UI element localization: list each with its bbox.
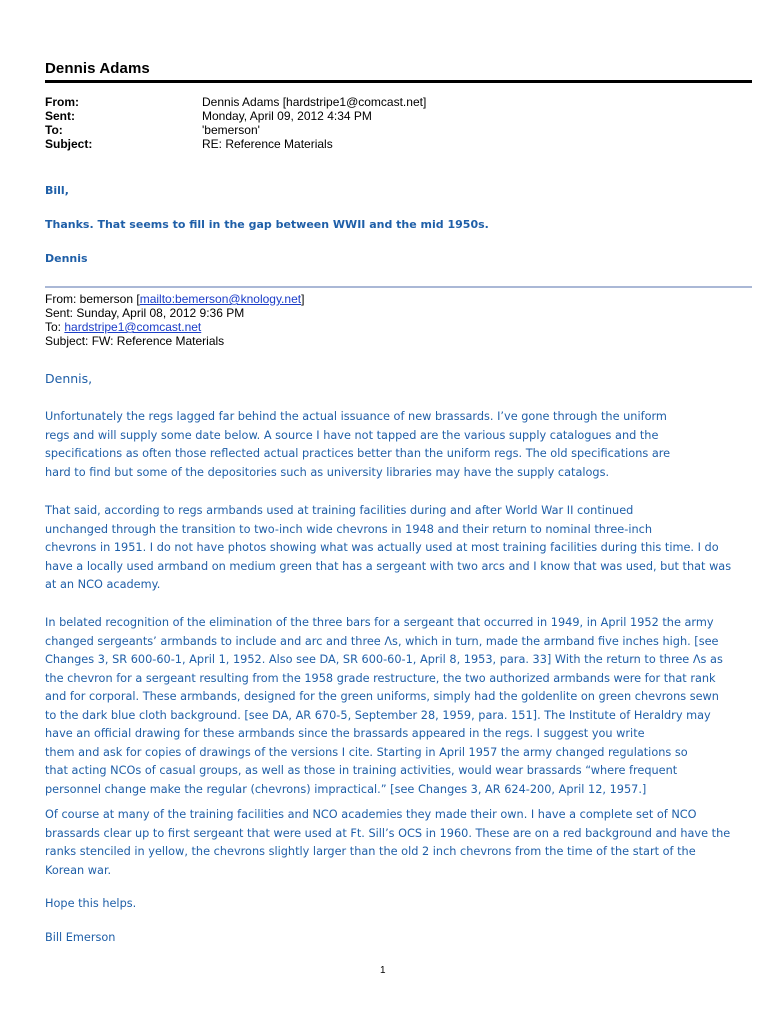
sender-name: Dennis Adams [45,60,150,77]
message-paragraph-2 [45,502,745,595]
paragraph-line: regs and will supply some date below. A source I have not tapped are the various supply catalogues and the [45,428,659,442]
subject-value: RE: Reference Materials [202,137,333,151]
to-label: To: [45,123,63,137]
page-number: 1 [380,965,386,976]
paragraph-line: Korean war. [45,863,112,877]
forwarded-subject: Subject: FW: Reference Materials [45,334,225,348]
forwarded-from [45,292,304,306]
paragraph-line: changed sergeants’ armbands to include and arc and three Λs, which in turn, made the armband five inches high. [see [45,634,719,648]
forward-divider [45,286,752,288]
sent-value: Monday, April 09, 2012 4:34 PM [202,109,372,123]
paragraph-line: the chevron for a sergeant resulting from the 1958 grade restructure, the two authorized armbands were for that rank [45,671,716,685]
message-paragraph-4 [45,806,745,880]
paragraph-line: that acting NCOs of casual groups, as well as those in training activities, would wear brassards “where frequent [45,764,678,777]
forwarded-sent: Sent: Sunday, April 08, 2012 9:36 PM [45,306,245,320]
subject-label: Subject: [45,137,93,151]
paragraph-line: personnel change make the regular (chevrons) impractical.” [see Changes 3, AR 624-200, April 12, 1957.] [45,782,647,796]
forwarded-from-prefix: From: bemerson [ [45,292,140,306]
paragraph-line: Changes 3, SR 600-60-1, April 1, 1952. Also see DA, SR 600-60-1, April 8, 1953, para. 33] With the return to three Λs as [45,653,723,666]
forwarded-to-prefix: To: [45,320,65,334]
paragraph-line: them and ask for copies of drawings of the versions I cite. Starting in April 1957 the army changed regulations so [45,745,688,759]
paragraph-line: hard to find but some of the depositories such as university libraries may have the supply catalogs. [45,465,610,479]
reply-body: Thanks. That seems to fill in the gap between WWII and the mid 1950s. [45,218,489,231]
paragraph-line: unchanged through the transition to two-inch wide chevrons in 1948 and their return to nominal three-inch [45,522,652,536]
paragraph-line: have an official drawing for these armbands since the brassards appeared in the regs. I suggest you write [45,727,645,740]
paragraph-line: brassards clear up to first sergeant that were used at Ft. Sill’s OCS in 1960. These are on a red background and have the [45,826,731,840]
paragraph-line: Unfortunately the regs lagged far behind the actual issuance of new brassards. I’ve gone through the uniform [45,410,667,423]
to-value: 'bemerson' [202,123,260,137]
forwarded-to-email-link[interactable]: hardstripe1@comcast.net [64,320,202,334]
paragraph-line: chevrons in 1951. I do not have photos showing what was actually used at most training facilities during this time. I do [45,541,719,554]
paragraph-line: That said, according to regs armbands used at training facilities during and after World War II continued [45,504,634,517]
message-paragraph-1 [45,408,745,482]
forwarded-to [45,320,201,334]
paragraph-line: and for corporal. These armbands, designed for the green uniforms, simply had the goldenlite on green chevrons sewn [45,690,719,703]
paragraph-line: In belated recognition of the elimination of the three bars for a sergeant that occurred in 1949, in April 1952 the army [45,616,714,629]
forwarded-from-suffix: ] [301,292,305,306]
paragraph-line: have a locally used armband on medium green that has a sergeant with two arcs and I know that was used, but that was [45,559,732,573]
from-value: Dennis Adams [hardstripe1@comcast.net] [202,95,427,109]
message-greeting: Dennis, [45,371,93,386]
paragraph-line: Of course at many of the training facilities and NCO academies they made their own. I have a complete set of NCO [45,808,697,821]
paragraph-line: at an NCO academy. [45,578,161,591]
from-label: From: [45,95,79,109]
message-paragraph-3 [45,614,745,799]
sent-label: Sent: [45,109,75,123]
header-divider [45,80,752,83]
forwarded-from-email-link[interactable]: mailto:bemerson@knology.net [139,292,302,306]
message-signature: Bill Emerson [45,931,116,944]
paragraph-line: specifications as often those reflected actual practices better than the uniform regs. The old specifications are [45,447,671,460]
reply-signoff: Dennis [45,252,88,265]
paragraph-line: ranks stenciled in yellow, the chevrons slightly larger than the old 2 inch chevrons from the time of the start of the [45,845,696,858]
paragraph-line: to the dark blue cloth background. [see DA, AR 670-5, September 28, 1959, para. 151]. The Institute of Heraldry may [45,708,711,722]
message-closing: Hope this helps. [45,897,137,910]
reply-greeting: Bill, [45,184,69,197]
